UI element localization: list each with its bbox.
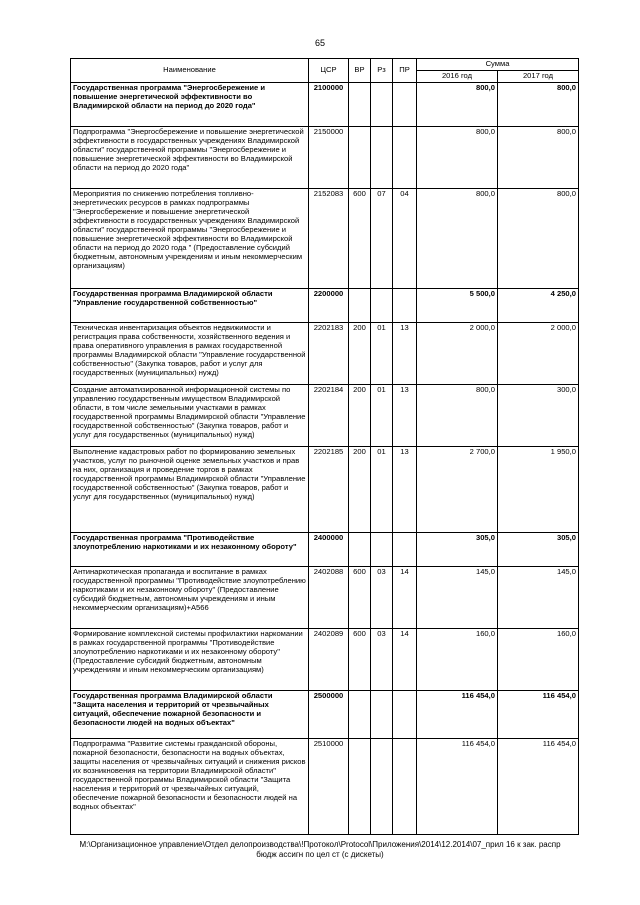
row-csr: 2202184 — [309, 384, 349, 446]
row-rz — [371, 288, 393, 322]
row-name: Государственная программа "Противодействие злоупотреблению наркотиками и их незаконному обороту" — [71, 532, 309, 566]
row-rz: 01 — [371, 446, 393, 532]
row-sum-2017: 4 250,0 — [498, 288, 579, 322]
row-sum-2016: 5 500,0 — [417, 288, 498, 322]
row-rz — [371, 126, 393, 188]
row-pr: 13 — [393, 322, 417, 384]
row-sum-2016: 800,0 — [417, 384, 498, 446]
row-rz: 03 — [371, 628, 393, 690]
row-csr: 2150000 — [309, 126, 349, 188]
row-sum-2017: 305,0 — [498, 532, 579, 566]
row-rz: 03 — [371, 566, 393, 628]
row-rz: 07 — [371, 188, 393, 288]
row-csr: 2402088 — [309, 566, 349, 628]
row-rz — [371, 738, 393, 834]
row-rz — [371, 532, 393, 566]
row-csr: 2100000 — [309, 82, 349, 126]
row-sum-2017: 116 454,0 — [498, 738, 579, 834]
table-row — [71, 384, 579, 446]
row-csr: 2400000 — [309, 532, 349, 566]
row-sum-2017: 1 950,0 — [498, 446, 579, 532]
row-sum-2017: 800,0 — [498, 188, 579, 288]
footer-line-2: бюдж ассигн по цел ст (с дискеты) — [256, 850, 384, 860]
row-sum-2017: 116 454,0 — [498, 690, 579, 738]
row-vr — [349, 126, 371, 188]
row-csr: 2202185 — [309, 446, 349, 532]
row-pr — [393, 690, 417, 738]
row-name: Создание автоматизированной информационной системы по управлению государственным имуществом Владимирской области, в том числе земельными участками в рамках государственной программы Владимирской области "Управление государственной собственностью" (Закупка товаров, работ и услуг для государственных (муниципальных) нужд) — [71, 384, 309, 446]
header-rz: Рз — [371, 59, 393, 83]
row-sum-2016: 2 000,0 — [417, 322, 498, 384]
row-vr — [349, 690, 371, 738]
row-sum-2017: 800,0 — [498, 126, 579, 188]
row-vr: 600 — [349, 566, 371, 628]
row-vr — [349, 532, 371, 566]
row-name: Выполнение кадастровых работ по формированию земельных участков, услуг по рыночной оценке земельных участков и прав на них, организация и проведение торгов в рамках государственной программы Владимирской области "Управление государственной собственностью" (Закупка товаров, работ и услуг для государственных (муниципальных) нужд) — [71, 446, 309, 532]
row-sum-2016: 160,0 — [417, 628, 498, 690]
row-pr — [393, 126, 417, 188]
budget-table — [70, 58, 579, 835]
row-sum-2017: 160,0 — [498, 628, 579, 690]
header-year-2017: 2017 год — [498, 70, 579, 82]
table-body — [71, 82, 579, 834]
row-sum-2017: 300,0 — [498, 384, 579, 446]
row-name: Формирование комплексной системы профилактики наркомании в рамках государственной программы "Противодействие злоупотреблению наркотиками и их незаконному обороту" (Предоставление субсидий бюджетным, автономным учреждениям и иным некоммерческим организациям) — [71, 628, 309, 690]
row-pr — [393, 82, 417, 126]
table-row — [71, 446, 579, 532]
row-sum-2017: 145,0 — [498, 566, 579, 628]
row-rz — [371, 690, 393, 738]
row-vr: 600 — [349, 188, 371, 288]
row-sum-2016: 800,0 — [417, 188, 498, 288]
table-row — [71, 322, 579, 384]
row-csr: 2200000 — [309, 288, 349, 322]
row-name: Антинаркотическая пропаганда и воспитание в рамках государственной программы "Противодействие злоупотреблению наркотиками и их незаконному обороту" (Предоставление субсидий бюджетным, автономным учреждениям и иным некоммерческим организациям)+А566 — [71, 566, 309, 628]
row-vr: 200 — [349, 446, 371, 532]
header-year-2016: 2016 год — [417, 70, 498, 82]
row-name: Подпрограмма "Развитие системы гражданской обороны, пожарной безопасности, безопасности на водных объектах, защиты населения от чрезвычайных ситуаций и снижения рисков их возникновения на территории Владимирской области" государственной программы Владимирской области "Защита населения и территорий от чрезвычайных ситуаций, обеспечение пожарной безопасности и безопасности людей на водных объектах" — [71, 738, 309, 834]
row-sum-2016: 800,0 — [417, 82, 498, 126]
row-name: Государственная программа Владимирской области "Защита населения и территорий от чрезвычайных ситуаций, обеспечение пожарной безопасности и безопасности людей на водных объектах" — [71, 690, 309, 738]
table-row — [71, 690, 579, 738]
row-pr — [393, 532, 417, 566]
table-row — [71, 82, 579, 126]
row-name: Техническая инвентаризация объектов недвижимости и регистрация права собственности, хозяйственного ведения и права оперативного управления в рамках государственной программы Владимирской области "Управление государственной собственностью" (Закупка товаров, работ и услуг для государственных (муниципальных) нужд) — [71, 322, 309, 384]
row-pr: 14 — [393, 628, 417, 690]
table-row — [71, 126, 579, 188]
row-csr: 2202183 — [309, 322, 349, 384]
row-name: Подпрограмма "Энергосбережение и повышение энергетической эффективности в государственных учреждениях Владимирской области" государственной программы "Энергосбережение и повышение энергетической эффективности во Владимирской области на период до 2020 года" — [71, 126, 309, 188]
header-pr: ПР — [393, 59, 417, 83]
row-sum-2017: 2 000,0 — [498, 322, 579, 384]
row-sum-2016: 116 454,0 — [417, 738, 498, 834]
row-csr: 2402089 — [309, 628, 349, 690]
row-vr: 200 — [349, 384, 371, 446]
row-csr: 2152083 — [309, 188, 349, 288]
header-sum: Сумма — [417, 59, 579, 71]
row-pr: 13 — [393, 384, 417, 446]
row-sum-2017: 800,0 — [498, 82, 579, 126]
row-sum-2016: 305,0 — [417, 532, 498, 566]
header-vr: ВР — [349, 59, 371, 83]
row-pr — [393, 288, 417, 322]
table-row — [71, 532, 579, 566]
footer-path — [60, 840, 580, 861]
row-name: Мероприятия по снижению потребления топливно-энергетических ресурсов в рамках подпрограммы "Энергосбережение и повышение энергетической эффективности в государственных учреждениях Владимирской области" государственной программы "Энергосбережение и повышение энергетической эффективности во Владимирской области на период до 2020 года " (Предоставление субсидий бюджетным, автономным учреждениям и иным некоммерческим организациям) — [71, 188, 309, 288]
row-vr — [349, 82, 371, 126]
row-csr: 2510000 — [309, 738, 349, 834]
row-sum-2016: 800,0 — [417, 126, 498, 188]
table-row — [71, 566, 579, 628]
row-pr — [393, 738, 417, 834]
row-vr — [349, 288, 371, 322]
table-row — [71, 628, 579, 690]
row-vr — [349, 738, 371, 834]
row-rz: 01 — [371, 384, 393, 446]
row-pr: 14 — [393, 566, 417, 628]
footer-line-1: M:\Организационное управление\Отдел делопроизводства\!Протокол\Protocol\Приложения\2014\12.2014\07_прил 16 к зак. распр — [79, 840, 561, 849]
header-name: Наименование — [71, 59, 309, 83]
row-csr: 2500000 — [309, 690, 349, 738]
row-sum-2016: 145,0 — [417, 566, 498, 628]
row-name: Государственная программа "Энергосбережение и повышение энергетической эффективности во Владимирской области на период до 2020 года" — [71, 82, 309, 126]
row-pr: 13 — [393, 446, 417, 532]
table-row — [71, 288, 579, 322]
table-row — [71, 738, 579, 834]
table-row — [71, 188, 579, 288]
row-name: Государственная программа Владимирской области "Управление государственной собственностью" — [71, 288, 309, 322]
row-vr: 600 — [349, 628, 371, 690]
row-vr: 200 — [349, 322, 371, 384]
row-rz — [371, 82, 393, 126]
header-csr: ЦСР — [309, 59, 349, 83]
row-sum-2016: 2 700,0 — [417, 446, 498, 532]
row-rz: 01 — [371, 322, 393, 384]
row-sum-2016: 116 454,0 — [417, 690, 498, 738]
page-number: 65 — [314, 38, 325, 48]
row-pr: 04 — [393, 188, 417, 288]
